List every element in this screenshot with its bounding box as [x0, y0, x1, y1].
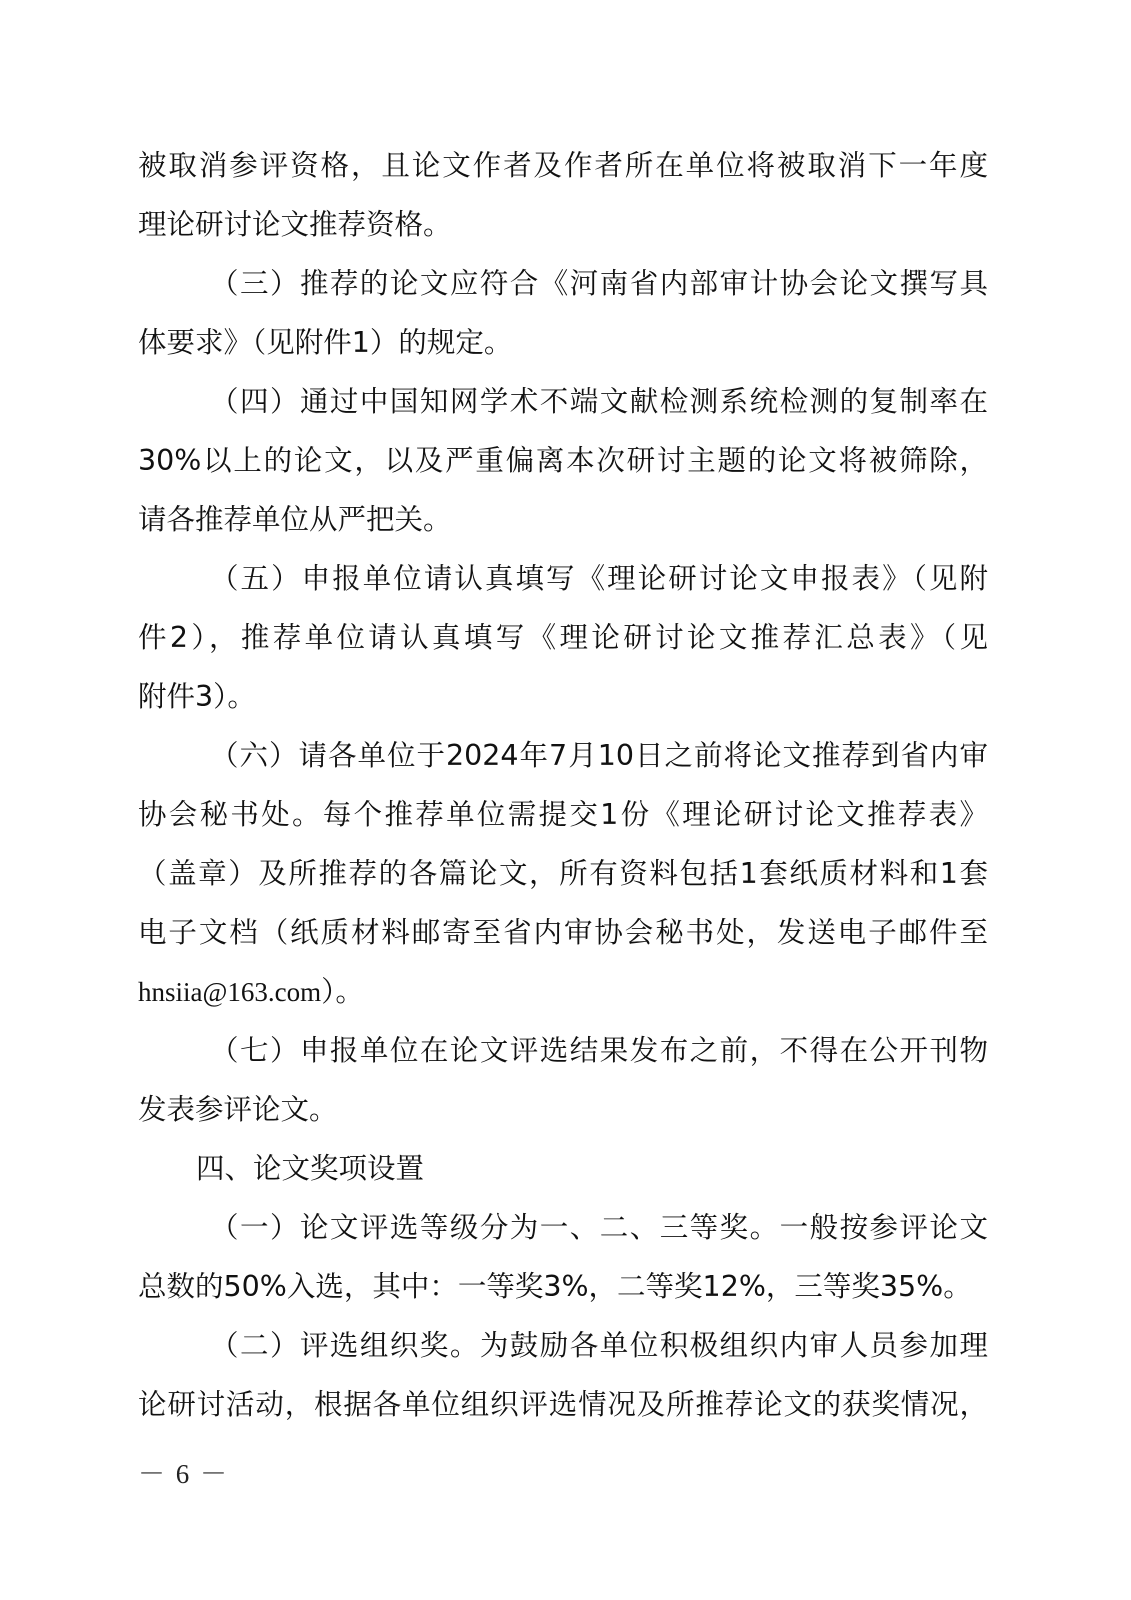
text-line-7: 请各推荐单位从严把关。	[138, 503, 452, 536]
text-line-19: （一）论文评选等级分为一、二、三等奖。一般按参评论文	[210, 1211, 988, 1244]
text-line-14: 电子文档（纸质材料邮寄至省内审协会秘书处，发送电子邮件至	[138, 916, 988, 949]
text-line-9: 件2），推荐单位请认真填写《理论研讨论文推荐汇总表》（见	[138, 621, 988, 654]
text-line-11: （六）请各单位于2024年7月10日之前将论文推荐到省内审	[210, 739, 988, 772]
text-line-5: （四）通过中国知网学术不端文献检测系统检测的复制率在	[210, 385, 988, 418]
text-line-1: 被取消参评资格，且论文作者及作者所在单位将被取消下一年度	[138, 149, 988, 182]
text-line-8: （五）申报单位请认真填写《理论研讨论文申报表》（见附	[210, 562, 988, 595]
text-line-22: 论研讨活动，根据各单位组织评选情况及所推荐论文的获奖情况，	[138, 1388, 988, 1421]
section-heading-4: 四、论文奖项设置	[196, 1152, 425, 1185]
document-body	[138, 136, 988, 1434]
email-address: hnsiia@163.com	[138, 977, 322, 1007]
text-line-10: 附件3）。	[138, 680, 256, 713]
text-line-3: （三）推荐的论文应符合《河南省内部审计协会论文撰写具	[210, 267, 988, 300]
text-line-4: 体要求》（见附件1）的规定。	[138, 326, 513, 359]
text-line-13: （盖章）及所推荐的各篇论文，所有资料包括1套纸质材料和1套	[138, 857, 988, 890]
text-line-20: 总数的50%入选，其中：一等奖3%，二等奖12%，三等奖35%。	[138, 1270, 972, 1303]
text-line-6: 30%以上的论文，以及严重偏离本次研讨主题的论文将被筛除，	[138, 444, 988, 477]
page-number: － 6 －	[138, 1459, 229, 1489]
text-line-12: 协会秘书处。每个推荐单位需提交1份《理论研讨论文推荐表》	[138, 798, 988, 831]
text-line-21: （二）评选组织奖。为鼓励各单位积极组织内审人员参加理	[210, 1329, 988, 1362]
text-line-17: 发表参评论文。	[138, 1093, 338, 1126]
email-line-suffix: ）。	[321, 975, 364, 1008]
text-line-2: 理论研讨论文推荐资格。	[138, 208, 452, 241]
text-line-16: （七）申报单位在论文评选结果发布之前，不得在公开刊物	[210, 1034, 988, 1067]
text-line-15	[138, 962, 988, 1021]
